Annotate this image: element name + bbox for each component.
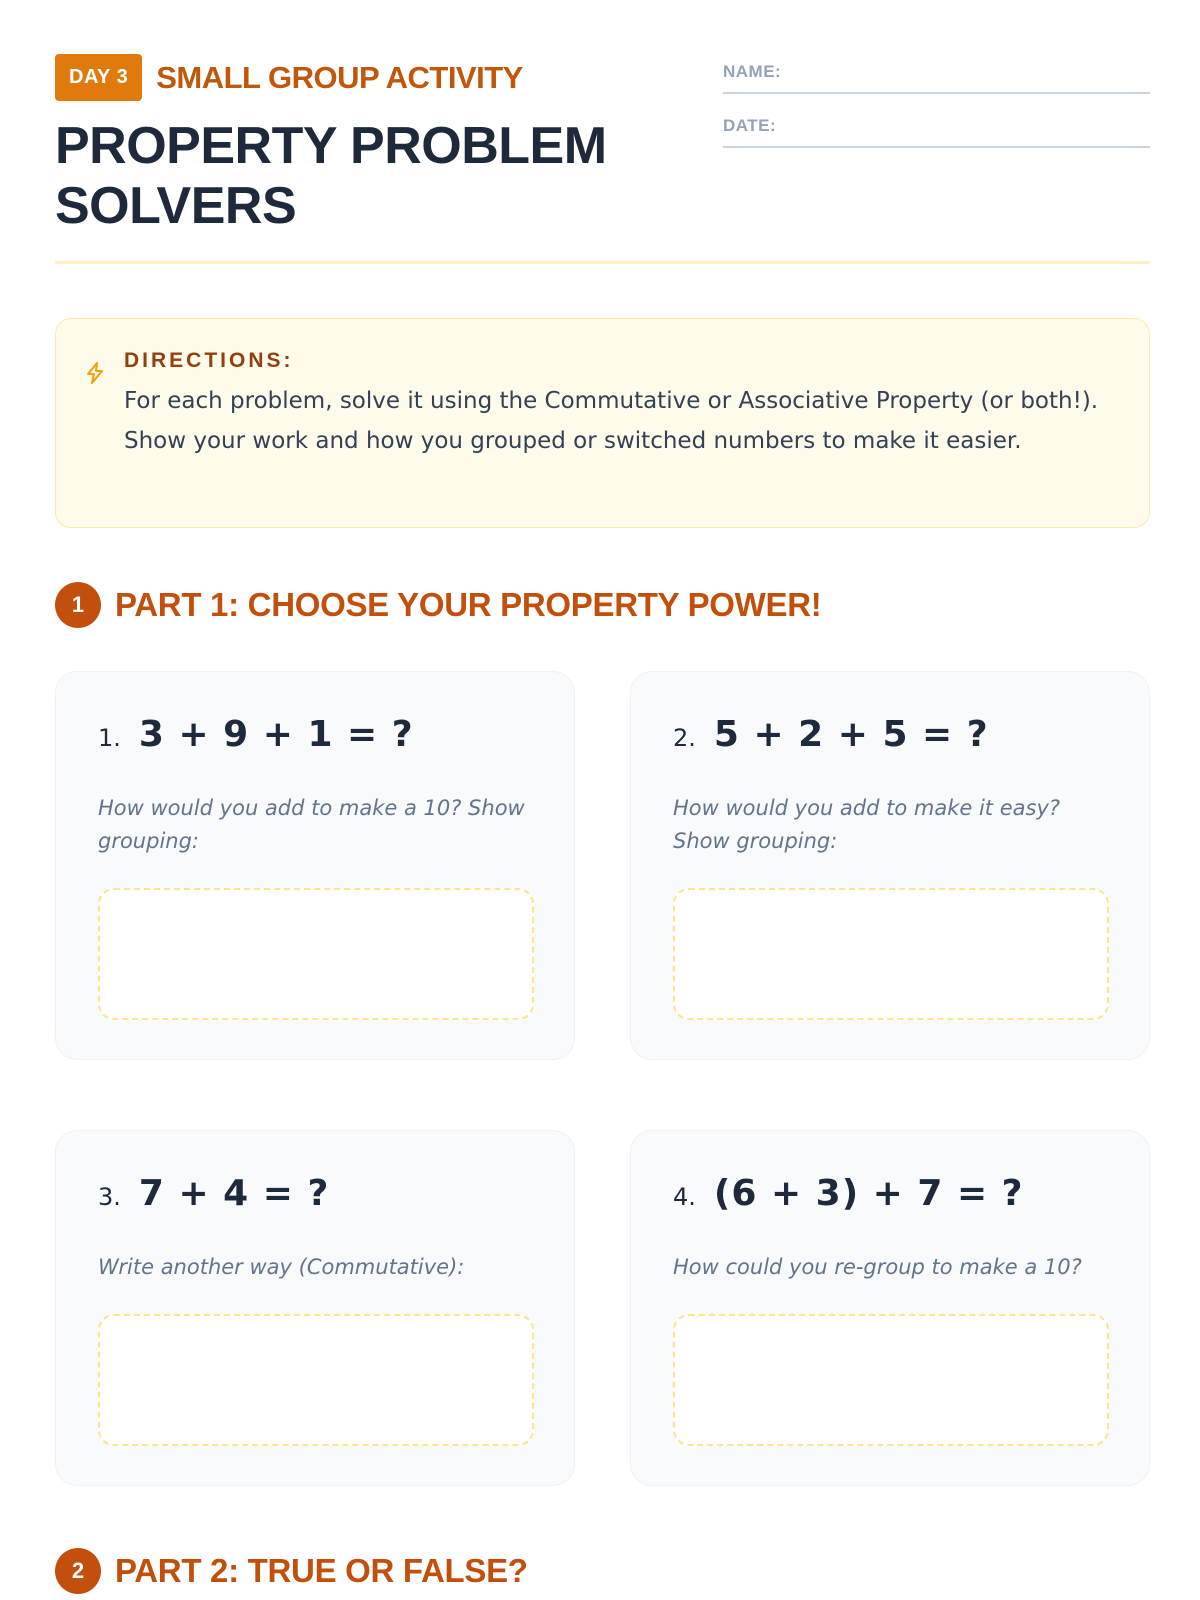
problem-card-2 — [630, 671, 1150, 1060]
part1-title: PART 1: CHOOSE YOUR PROPERTY POWER! — [115, 586, 822, 623]
problem-card-3 — [55, 1130, 575, 1486]
problem-number: 3. — [98, 1183, 121, 1211]
problem-hint: How could you re-group to make a 10? — [673, 1255, 1082, 1279]
date-field[interactable] — [723, 108, 1150, 148]
problem-equation: 5 + 2 + 5 = ? — [713, 714, 989, 755]
day-badge: DAY 3 — [55, 54, 142, 101]
directions-label: DIRECTIONS: — [124, 349, 294, 372]
part2-header — [55, 1548, 528, 1594]
problem-1 — [98, 714, 414, 755]
problem-equation: 3 + 9 + 1 = ? — [138, 714, 414, 755]
problem-card-4 — [630, 1130, 1150, 1486]
problem-3 — [98, 1173, 329, 1214]
problem-4 — [673, 1173, 1024, 1214]
page-title: PROPERTY PROBLEM SOLVERS — [55, 117, 607, 235]
header-divider — [55, 261, 1150, 264]
problem-card-1 — [55, 671, 575, 1060]
part1-header — [55, 582, 821, 628]
directions-text: For each problem, solve it using the Commutative or Associative Property (or both!). Show your work and how you grouped or switched numbers to make it easier. — [124, 388, 1099, 454]
part1-number-badge: 1 — [55, 582, 101, 628]
answer-box-2[interactable] — [673, 888, 1109, 1020]
name-label: NAME: — [723, 62, 782, 81]
date-label: DATE: — [723, 116, 777, 135]
problem-number: 1. — [98, 724, 121, 752]
directions-box — [55, 318, 1150, 528]
activity-type: SMALL GROUP ACTIVITY — [156, 59, 523, 95]
answer-box-3[interactable] — [98, 1314, 534, 1446]
student-info-fields — [723, 54, 1150, 148]
part2-title: PART 2: TRUE OR FALSE? — [115, 1552, 528, 1589]
problem-hint: How would you add to make a 10? Show grouping: — [98, 796, 525, 853]
lightning-icon — [84, 361, 106, 385]
answer-box-4[interactable] — [673, 1314, 1109, 1446]
problem-hint: Write another way (Commutative): — [98, 1255, 465, 1279]
problem-equation: 7 + 4 = ? — [138, 1173, 330, 1214]
problem-2 — [673, 714, 989, 755]
problem-equation: (6 + 3) + 7 = ? — [713, 1173, 1024, 1214]
problem-hint: How would you add to make it easy? Show grouping: — [673, 796, 1061, 853]
problem-number: 4. — [673, 1183, 696, 1211]
answer-box-1[interactable] — [98, 888, 534, 1020]
worksheet-header — [55, 54, 1150, 264]
part2-number-badge: 2 — [55, 1548, 101, 1594]
problem-number: 2. — [673, 724, 696, 752]
name-field[interactable] — [723, 54, 1150, 94]
